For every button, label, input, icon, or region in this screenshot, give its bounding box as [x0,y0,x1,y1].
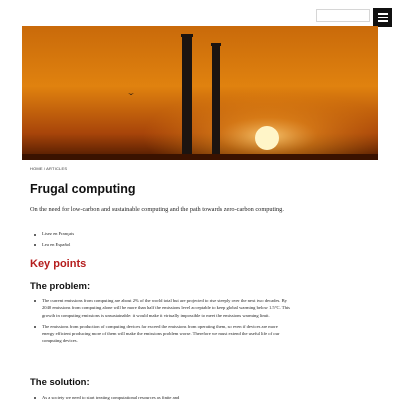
list-item: The current emissions from computing are about 2% of the world total but are projected to rise steeply over the next two decades. By 2040 emissions from computing alone will be more than half the emissions level acceptable to keep global warming below 1.5°C. This growth in computing emissions is unsustainable: it would make it virtually impossible to meet the emissions warming limit. [30,297,290,319]
sunset-chimneys-image [22,26,378,160]
key-points-heading: Key points [30,258,87,270]
hamburger-icon [378,13,388,15]
list-item [30,229,74,240]
breadcrumb-separator: / [43,166,46,171]
french-link[interactable]: Lisez en Français [42,231,75,236]
list-item [30,240,74,251]
hero-image [22,26,378,160]
search-input[interactable] [316,9,370,22]
menu-button[interactable] [373,8,392,27]
article-intro: On the need for low-carbon and sustainable computing and the path towards zero-carbon computing. [30,206,284,213]
list-item: As a society we need to start treating computational resources as finite and [30,394,290,401]
page-title: Frugal computing [30,182,136,196]
breadcrumb [30,166,67,171]
spanish-link[interactable]: Lea en Español [42,241,71,247]
list-item: The emissions from production of computing devices far exceed the emissions from operating them, so even if devices are more energy efficient producing more of them will make the emissions problem worse. Therefore we must extend the useful life of our computing devices. [30,323,290,345]
breadcrumb-home-link[interactable]: HOME [30,166,43,171]
problem-heading: The problem: [30,281,91,292]
language-list [30,229,74,250]
problem-list [30,297,290,349]
solution-heading: The solution: [30,377,90,388]
breadcrumb-articles-link[interactable]: ARTICLES [46,166,68,171]
